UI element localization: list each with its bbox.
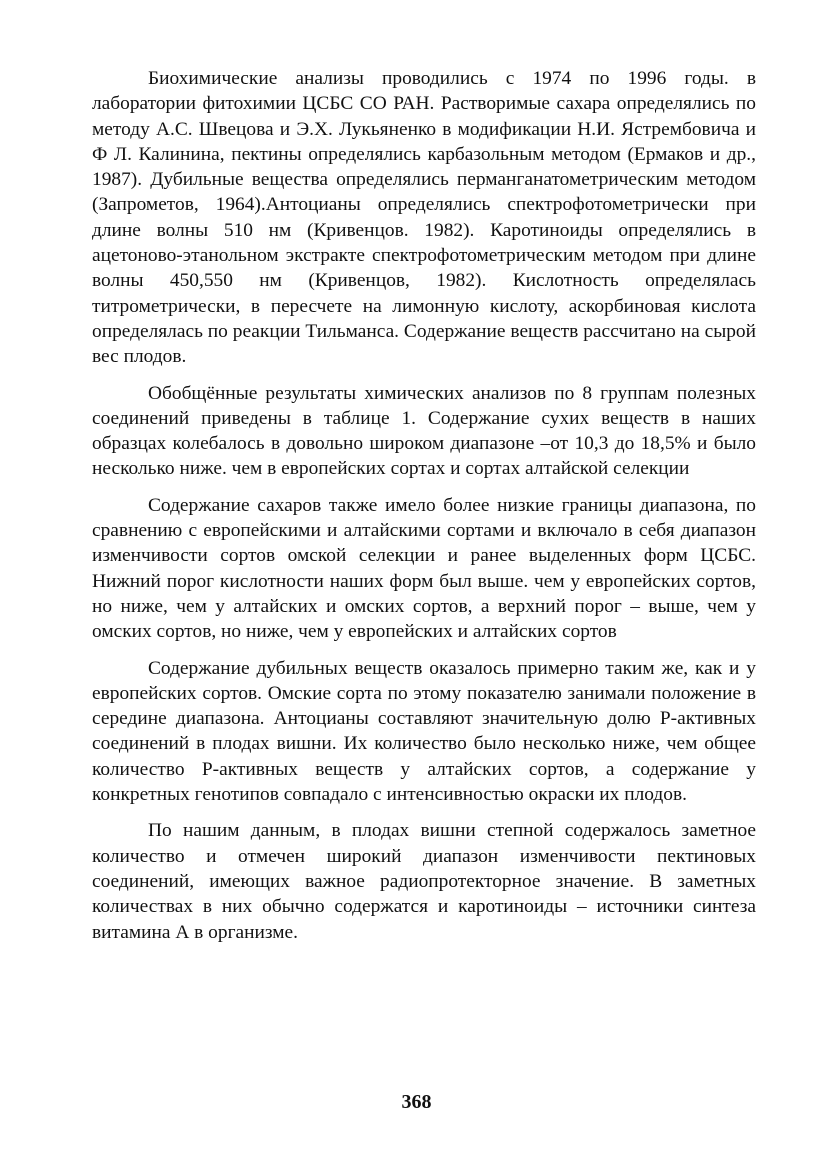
page-number: 368	[401, 1091, 432, 1113]
document-page	[92, 66, 756, 945]
paragraph-tannins-anthocyanins: Содержание дубильных веществ оказалось примерно таким же, как и у европейских сортов. Омские сорта по этому показателю занимали положение в середине диапазона. Антоцианы составляют значительную долю Р-активных соединений в плодах вишни. Их количество было несколько ниже, чем общее количество Р-активных веществ у алтайских сортов, а содержание у конкретных генотипов совпадало с интенсивностью окраски их плодов.	[92, 657, 756, 806]
paragraph-pectins-carotenoids: По нашим данным, в плодах вишни степной содержалось заметное количество и отмечен широкий диапазон изменчивости пектиновых соединений, имеющих важное радиопротекторное значение. В заметных количествах в них обычно содержатся и каротиноиды – источники синтеза витамина А в организме.	[92, 820, 756, 943]
paragraph-sugars-acidity: Содержание сахаров также имело более низкие границы диапазона, по сравнению с европейскими и алтайскими сортами и включало в себя диапазон изменчивости сортов омской селекции и ранее выделенных форм ЦСБС. Нижний порог кислотности наших форм был выше. чем у европейских сортов, но ниже, чем у алтайских и омских сортов, а верхний порог – выше, чем у омских сортов, но ниже, чем у европейских и алтайских сортов	[92, 494, 756, 643]
paragraph-dry-matter: Обобщённые результаты химических анализов по 8 группам полезных соединений приведены в таблице 1. Содержание сухих веществ в наших образцах колебалось в довольно широком диапазоне –от 10,3 до 18,5% и было несколько ниже. чем в европейских сортах и сортах алтайской селекции	[92, 382, 756, 480]
paragraph-methods: Биохимические анализы проводились с 1974 по 1996 годы. в лаборатории фитохимии ЦСБС СО РАН. Растворимые сахара определялись по методу А.С. Швецова и Э.Х. Лукьяненко в модификации Н.И. Ястрембовича и Ф Л. Калинина, пектины определялись карбазольным методом (Ермаков и др., 1987). Дубильные вещества определялись перманганатометрическим методом (Запрометов, 1964).Антоцианы определялись спектрофотометрически при длине волны 510 нм (Кривенцов. 1982). Каротиноиды определялись в ацетоново-этанольном экстракте спектрофотометрическим методом при длине волны 450,550 нм (Кривенцов, 1982). Кислотность определялась титрометрически, в пересчете на лимонную кислоту, аскорбиновая кислота определялась по реакции Тильманса. Содержание веществ рассчитано на сырой вес плодов.	[92, 68, 756, 368]
